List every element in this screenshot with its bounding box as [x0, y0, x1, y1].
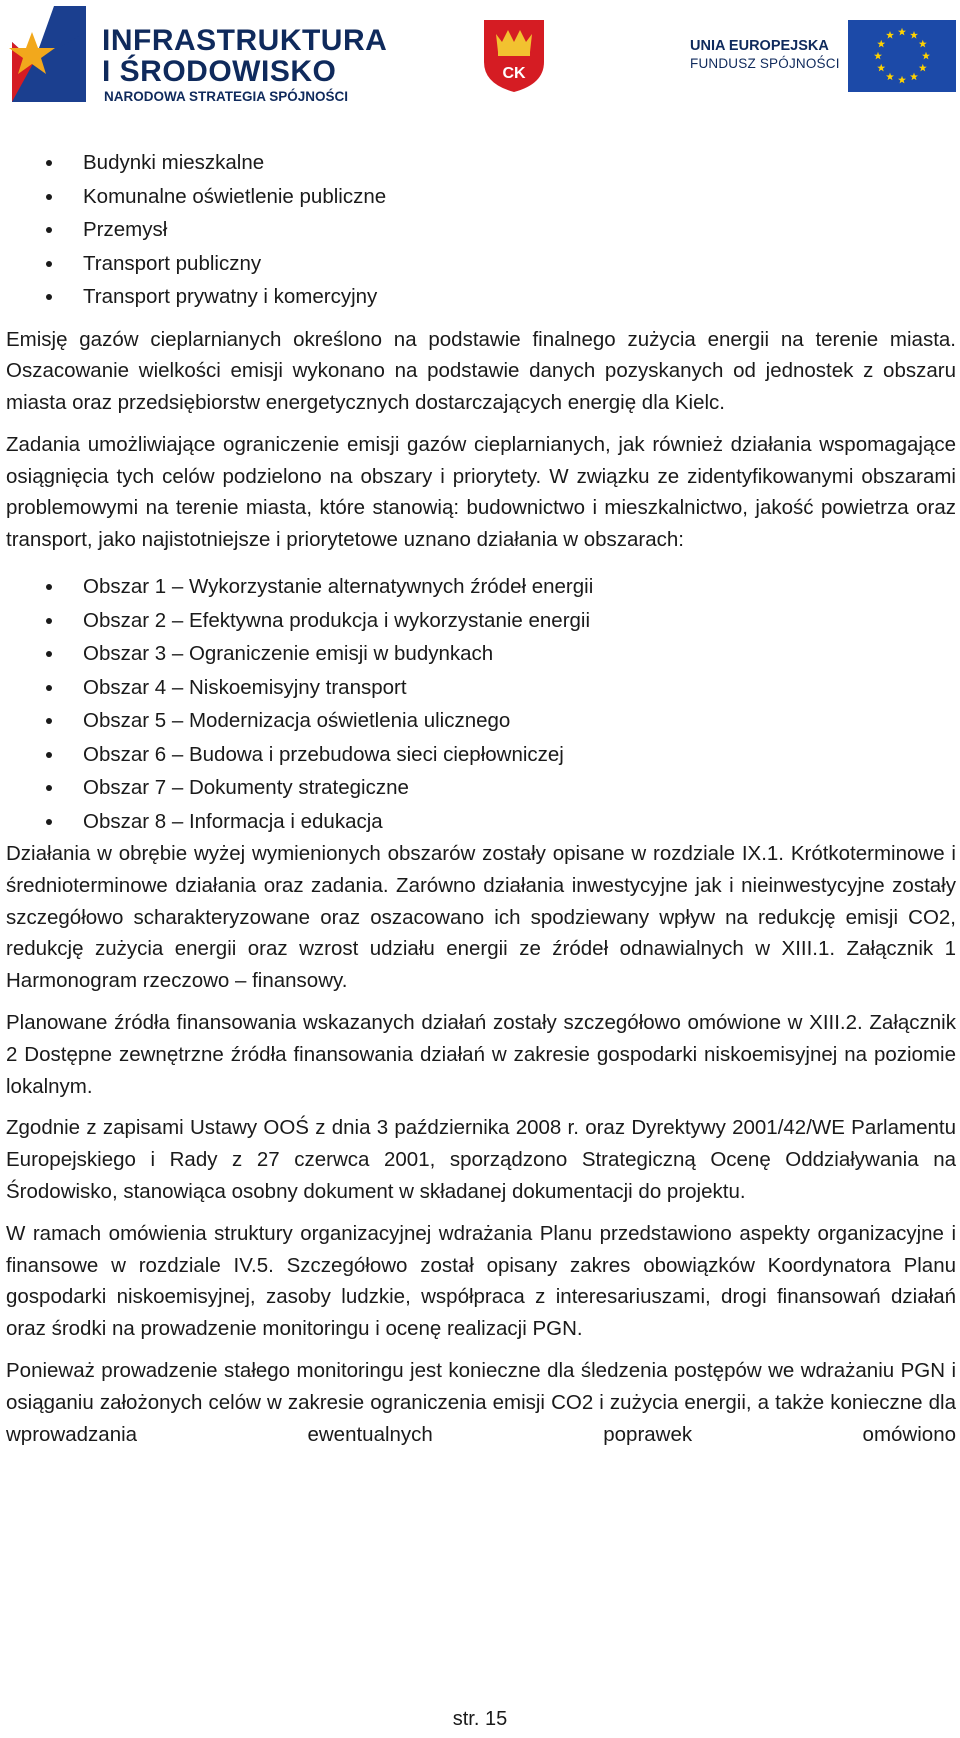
sector-list	[6, 146, 956, 314]
list-item: Obszar 4 – Niskoemisyjny transport	[6, 671, 956, 705]
list-item: Obszar 5 – Modernizacja oświetlenia ulicznego	[6, 704, 956, 738]
list-item: Komunalne oświetlenie publiczne	[6, 180, 956, 214]
bullet-icon	[46, 718, 52, 724]
list-item: Budynki mieszkalne	[6, 146, 956, 180]
list-item: Transport prywatny i komercyjny	[6, 280, 956, 314]
paragraph: Ponieważ prowadzenie stałego monitoringu jest konieczne dla śledzenia postępów we wdrażaniu PGN i osiąganiu założonych celów w zakresie ograniczenia emisji CO2 i zużycia energii, a także konieczne dla wprowadzania ewentualnych poprawek omówiono	[6, 1359, 956, 1446]
list-item: Obszar 7 – Dokumenty strategiczne	[6, 771, 956, 805]
paragraph: Emisję gazów cieplarnianych określono na podstawie finalnego zużycia energii na terenie miasta. Oszacowanie wielkości emisji wykonano na podstawie danych pozyskanych od jednostek z obszaru miasta oraz przedsiębiorstw energetycznych dostarczających energię dla Kielc.	[6, 327, 956, 415]
infrastruktura-srodowisko-logo	[4, 2, 388, 112]
list-item: Obszar 3 – Ograniczenie emisji w budynkach	[6, 637, 956, 671]
ois-subtitle: NARODOWA STRATEGIA SPÓJNOŚCI	[104, 89, 349, 104]
bullet-icon	[46, 785, 52, 791]
page-header	[0, 0, 960, 118]
bullet-icon	[46, 227, 52, 233]
list-item: Transport publiczny	[6, 247, 956, 281]
page-number: str. 15	[452, 1708, 508, 1730]
bullet-icon	[46, 584, 52, 590]
document-body	[6, 146, 956, 1450]
eu-title: UNIA EUROPEJSKA	[690, 38, 829, 54]
kielce-crest-logo	[482, 18, 546, 94]
kielce-crest-icon	[482, 18, 546, 94]
paragraph: Działania w obrębie wyżej wymienionych obszarów zostały opisane w rozdziale IX.1. Krótkoterminowe i średnioterminowe działania oraz zadania. Zarówno działania inwestycyjne jak i nieinwestycyjne zostały szczegółowo scharakteryzowane oraz oszacowano ich spodziewany wpływ na redukcję emisji CO2, redukcję zużycia energii oraz wzrost udziału energii ze źródeł odnawialnych w XIII.1. Załącznik 1 Harmonogram rzeczowo – finansowy.	[6, 842, 956, 993]
paragraph: Planowane źródła finansowania wskazanych działań zostały szczegółowo omówione w XIII.2. Załącznik 2 Dostępne zewnętrzne źródła finansowania działań w zakresie gospodarki niskoemisyjnej na poziomie lokalnym.	[6, 1011, 956, 1098]
paragraph: Zgodnie z zapisami Ustawy OOŚ z dnia 3 października 2008 r. oraz Dyrektywy 2001/42/WE Parlamentu Europejskiego i Rady z 27 czerwca 2001, sporządzono Strategiczną Ocenę Oddziaływania na Środowisko, stanowiąca osobny dokument w składanej dokumentacji do projektu.	[6, 1116, 956, 1204]
bullet-icon	[46, 618, 52, 624]
ois-title-line2: I ŚRODOWISKO	[102, 55, 337, 88]
ois-title-line1: INFRASTRUKTURA	[102, 24, 388, 57]
bullet-icon	[46, 261, 52, 267]
bullet-icon	[46, 651, 52, 657]
nss-emblem-icon	[4, 2, 96, 110]
eu-flag-icon	[848, 20, 956, 92]
list-item: Obszar 6 – Budowa i przebudowa sieci ciepłowniczej	[6, 738, 956, 772]
paragraph: W ramach omówienia struktury organizacyjnej wdrażania Planu przedstawiono aspekty organizacyjne i finansowe w rozdziale IV.5. Szczegółowo został opisany zakres obowiązków Koordynatora Planu gospodarki niskoemisyjnej, zasoby ludzkie, współpraca z interesariuszami, drogi finansowań działań oraz środki na prowadzenie monitoringu i ocenę realizacji PGN.	[6, 1221, 956, 1341]
bullet-icon	[46, 752, 52, 758]
bullet-icon	[46, 819, 52, 825]
ck-monogram: CK	[502, 65, 526, 82]
paragraph: Zadania umożliwiające ograniczenie emisji gazów cieplarnianych, jak również działania wspomagające osiągnięcia tych celów podzielono na obszary i priorytety. W związku ze zidentyfikowanymi obszarami problemowymi na terenie miasta, które stanowią: budownictwo i mieszkalnictwo, jakość powietrza oraz transport, jako najistotniejsze i priorytetowe uznano działania w obszarach:	[6, 432, 956, 552]
list-item: Przemysł	[6, 213, 956, 247]
bullet-icon	[46, 685, 52, 691]
list-item: Obszar 2 – Efektywna produkcja i wykorzystanie energii	[6, 604, 956, 638]
bullet-icon	[46, 194, 52, 200]
area-list	[6, 570, 956, 838]
eu-subtitle: FUNDUSZ SPÓJNOŚCI	[690, 56, 840, 71]
eu-cohesion-fund-text	[690, 38, 840, 72]
list-item: Obszar 8 – Informacja i edukacja	[6, 805, 956, 839]
list-item: Obszar 1 – Wykorzystanie alternatywnych źródeł energii	[6, 570, 956, 604]
bullet-icon	[46, 294, 52, 300]
bullet-icon	[46, 160, 52, 166]
